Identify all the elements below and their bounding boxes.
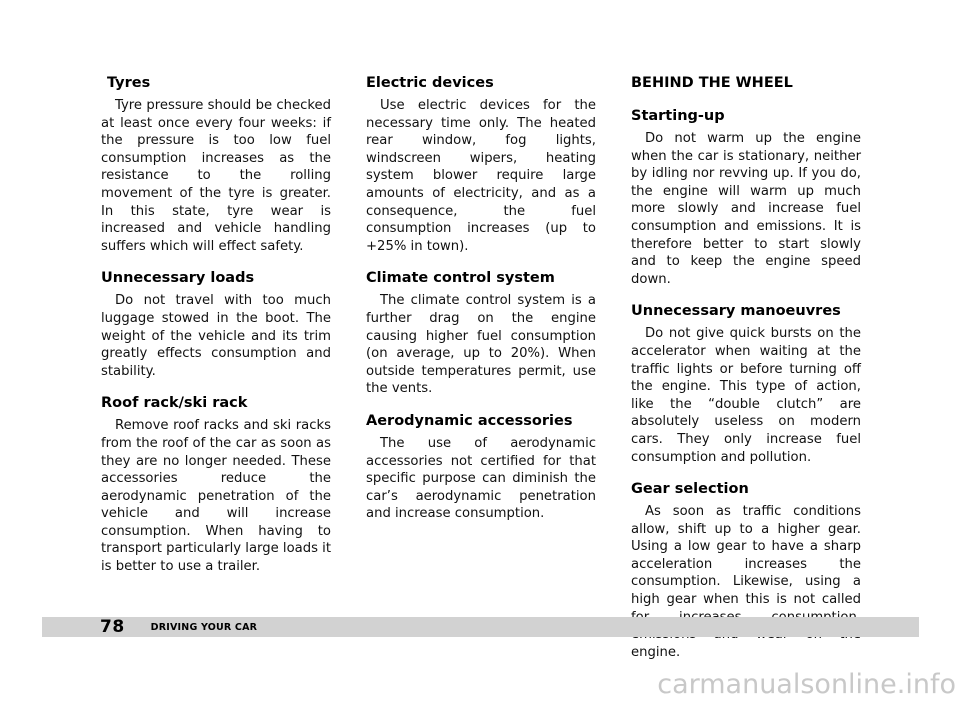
section <box>366 74 596 255</box>
section-heading: Tyres <box>107 75 151 91</box>
section-heading: Unnecessary loads <box>101 270 255 287</box>
section <box>101 74 331 255</box>
section <box>101 394 331 575</box>
page-number: 78 <box>100 617 125 637</box>
section-heading: Electric devices <box>366 75 494 91</box>
column-right <box>631 74 861 675</box>
section-body: Use electric devices for the necessary time only. The heated rear window, fog lights, windscreen wipers, heating system blower require large amounts of electricity, and as a consequence, the fuel consumption increases (up to +25% in town). <box>366 98 596 254</box>
watermark: carmanualsonline.info <box>657 669 956 700</box>
section <box>631 74 861 93</box>
section-body: Do not warm up the engine when the car is stationary, neither by idling nor revving up. If you do, the engine will warm up much more slowly and increase fuel consumption and emissions. It is therefore better to start slowly and to keep the engine speed down. <box>631 131 861 287</box>
column-middle <box>366 74 596 537</box>
section-heading: Gear selection <box>631 481 749 498</box>
section <box>631 107 861 288</box>
section-heading: Roof rack/ski rack <box>101 395 248 412</box>
section <box>101 269 331 380</box>
page-footer <box>42 617 919 637</box>
section-heading: BEHIND THE WHEEL <box>631 75 793 91</box>
section <box>366 269 596 398</box>
section <box>631 302 861 466</box>
section <box>366 412 596 523</box>
section-body: As soon as traffic conditions allow, shift up to a higher gear. Using a low gear to have a sharp acceleration increases the consumption. Likewise, using a high gear when this is not called engine. <box>631 504 861 660</box>
section-body: The use of aerodynamic accessories not certified for that specific purpose can diminish the car’s aerodynamic penetration and increase consumption. <box>366 435 596 522</box>
section-heading: Starting-up <box>631 108 725 124</box>
section-body: Tyre pressure should be checked at least once every four weeks: if the pressure is too low fuel consumption increases as the resistance to the rolling movement of the tyre is greater. In this state, tyre wear is increased and vehicle handling suffers which will effect safety. <box>101 98 331 254</box>
section-heading: Aerodynamic accessories <box>366 412 573 429</box>
column-left <box>101 74 331 590</box>
section-body: Remove roof racks and ski racks from the roof of the car as soon as they are no longer needed. These accessories reduce the aerodynamic penetration of the vehicle and will increase consumption. When having to transport particularly large loads it is better to use a trailer. <box>101 418 331 575</box>
section-heading: Unnecessary manoeuvres <box>631 303 841 320</box>
section-body: Do not give quick bursts on the accelerator when waiting at the traffic lights or before turning off the engine. This type of action, like the “double clutch” are absolutely useless on modern cars. They only increase fuel consumption and pollution. <box>631 326 861 465</box>
footer-section-title: DRIVING YOUR CAR <box>150 621 258 633</box>
section-body: Do not travel with too much luggage stowed in the boot. The weight of the vehicle and its trim greatly effects consumption and stability. <box>101 293 331 379</box>
section-body: The climate control system is a further drag on the engine causing higher fuel consumption (on average, up to 20%). When outside temperatures permit, use the vents. <box>366 293 596 397</box>
section-heading: Climate control system <box>366 270 555 287</box>
